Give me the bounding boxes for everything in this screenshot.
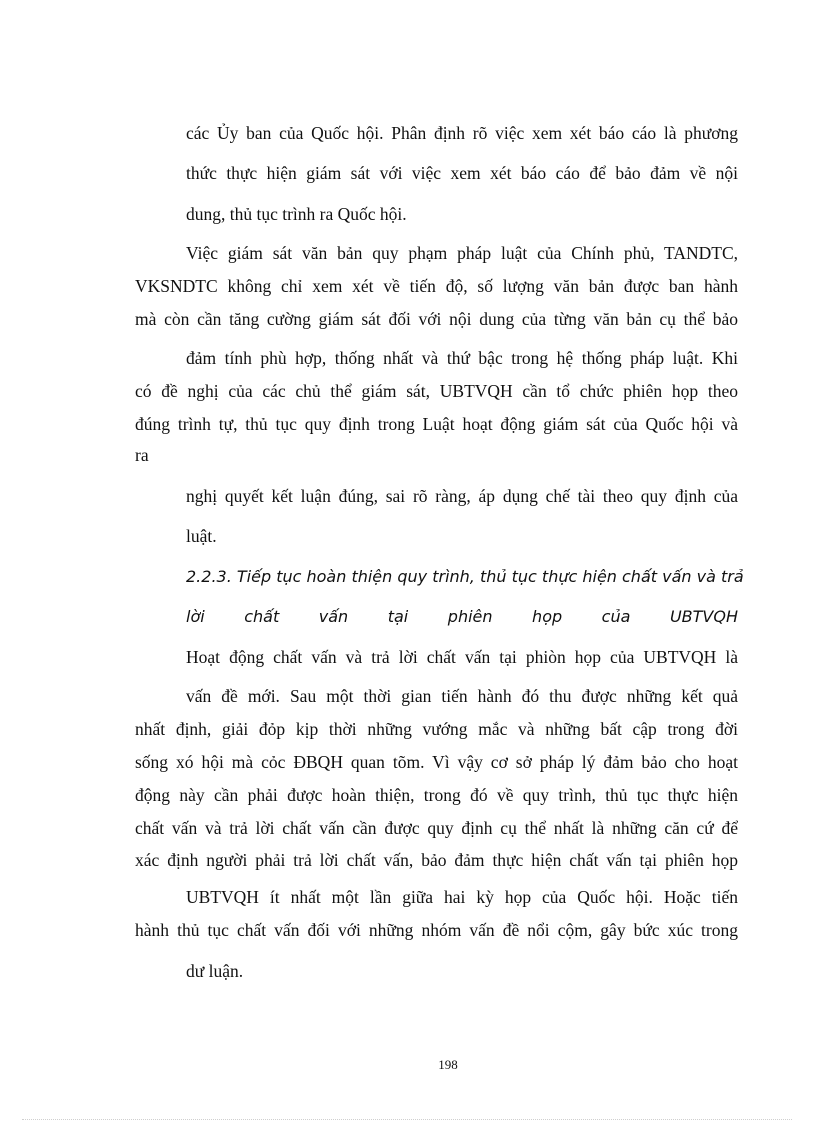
text-line: động này cần phải được hoàn thiện, trong đó về quy trình, thủ tục thực hiện [135, 785, 738, 805]
text-line: đúng trình tự, thủ tục quy định trong Luật hoạt động giám sát của Quốc hội và [135, 414, 738, 434]
text-line: UBTVQH ít nhất một lần giữa hai kỳ họp của Quốc hội. Hoặc tiến [186, 887, 738, 907]
text-line: chất vấn và trả lời chất vấn cần được quy định cụ thể nhất là những căn cứ để [135, 818, 738, 838]
text-line: dung, thủ tục trình ra Quốc hội. [186, 204, 407, 224]
text-line: xác định người phải trả lời chất vấn, bảo đảm thực hiện chất vấn tại phiên họp [135, 850, 738, 870]
text-line: hành thủ tục chất vấn đối với những nhóm vấn đề nổi cộm, gây bức xúc trong [135, 920, 738, 940]
text-line: thức thực hiện giám sát với việc xem xét báo cáo để bảo đảm về nội [186, 163, 738, 183]
text-line: dư luận. [186, 961, 244, 981]
text-line: mà còn cần tăng cường giám sát đối với nội dung của từng văn bản cụ thể bảo [135, 309, 738, 329]
page-number: 198 [438, 1057, 458, 1072]
text-line: sống xó hội mà cỏc ĐBQH quan tõm. Vì vậy cơ sở pháp lý đảm bảo cho hoạt [135, 752, 738, 772]
text-line: có đề nghị của các chủ thể giám sát, UBTVQH cần tổ chức phiên họp theo [135, 381, 738, 401]
text-line: luật. [186, 526, 217, 546]
section-heading: lời chất vấn tại phiên họp của UBTVQH [186, 607, 738, 626]
text-line: vấn đề mới. Sau một thời gian tiến hành đó thu được những kết quả [186, 686, 738, 706]
text-line: ra [135, 445, 149, 465]
text-line: Hoạt động chất vấn và trả lời chất vấn tại phiòn họp của UBTVQH là [186, 647, 738, 667]
text-line: nghị quyết kết luận đúng, sai rõ ràng, áp dụng chế tài theo quy định của [186, 486, 738, 506]
text-line: nhất định, giải đỏp kịp thời những vướng mắc và những bất cập trong đời [135, 719, 738, 739]
page-bottom-divider [22, 1119, 792, 1120]
text-line: VKSNDTC không chỉ xem xét về tiến độ, số lượng văn bản được ban hành [135, 276, 738, 296]
section-heading: 2.2.3. Tiếp tục hoàn thiện quy trình, thủ tục thực hiện chất vấn và trả [186, 567, 744, 586]
text-line: Việc giám sát văn bản quy phạm pháp luật của Chính phủ, TANDTC, [186, 243, 738, 263]
text-line: các Ủy ban của Quốc hội. Phân định rõ việc xem xét báo cáo là phương [186, 123, 738, 143]
text-line: đảm tính phù hợp, thống nhất và thứ bậc trong hệ thống pháp luật. Khi [186, 348, 738, 368]
